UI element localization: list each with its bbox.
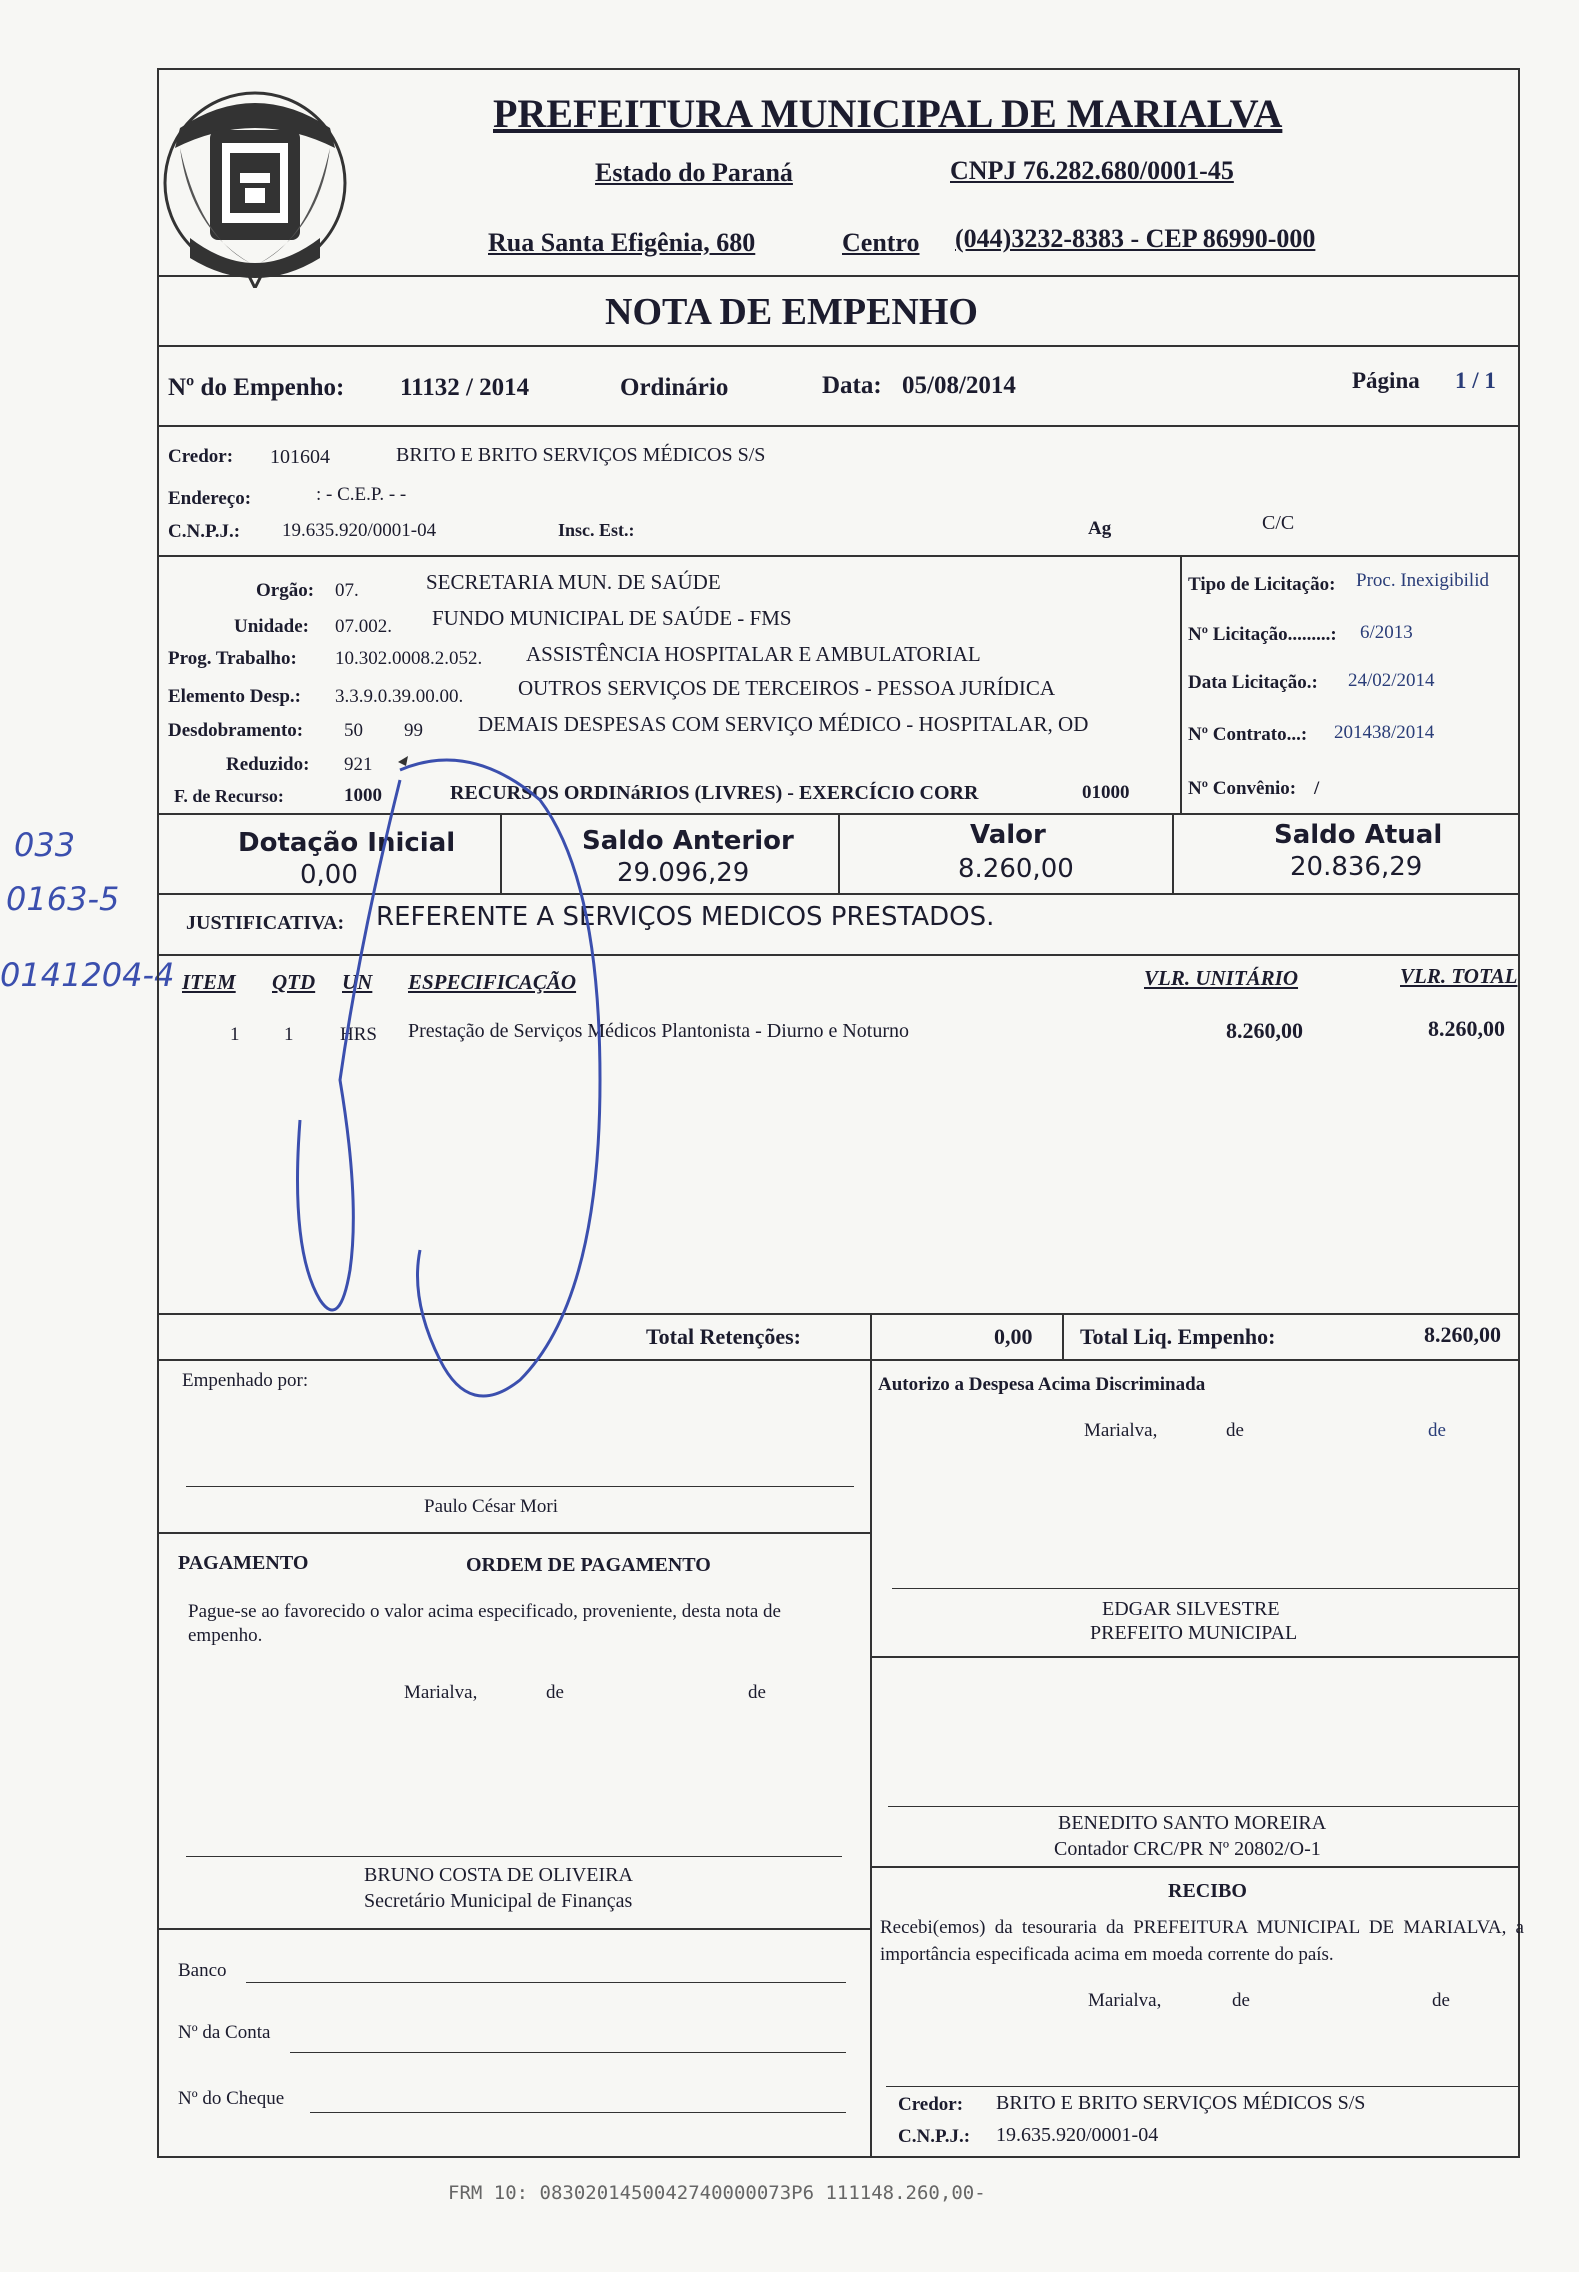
contador-name: BENEDITO SANTO MOREIRA (1058, 1812, 1327, 1834)
reduzido-value: 921 (344, 754, 373, 775)
prefeitura-phone-cep: (044)3232-8383 - CEP 86990-000 (955, 224, 1316, 253)
prefeitura-address: Rua Santa Efigênia, 680 (488, 228, 756, 257)
convenio-value: / (1314, 778, 1320, 799)
col-header-item: ITEM (182, 970, 236, 994)
city-crest-icon (160, 88, 350, 288)
col-header-vlr-total: VLR. TOTAL (1400, 964, 1518, 988)
col-header-vlr-unitario: VLR. UNITÁRIO (1144, 966, 1299, 990)
conta-label: Nº da Conta (178, 2022, 271, 2043)
margin-note-1: 033 (14, 826, 76, 864)
insc-est-label: Insc. Est.: (558, 520, 635, 540)
saldo-anterior-value: 29.096,29 (617, 858, 750, 888)
cheque-label: Nº do Cheque (178, 2088, 285, 2109)
credor-code: 101604 (270, 446, 330, 468)
credor-cnpj: 19.635.920/0001-04 (282, 520, 437, 541)
tipo-licitacao-label: Tipo de Licitação: (1188, 574, 1336, 595)
elemento-desp-desc: OUTROS SERVIÇOS DE TERCEIROS - PESSOA JURÍDICA (518, 676, 1056, 700)
recibo-credor-label: Credor: (898, 2094, 964, 2115)
saldo-anterior-label: Saldo Anterior (582, 826, 794, 856)
row-qtd: 1 (284, 1024, 294, 1045)
total-retencoes-label: Total Retenções: (646, 1324, 801, 1349)
row-vlr-total: 8.260,00 (1428, 1016, 1505, 1041)
empenho-type: Ordinário (620, 374, 729, 401)
credor-cnpj-label: C.N.P.J.: (168, 521, 241, 542)
orgao-label: Orgão: (256, 580, 315, 601)
empenhado-por-label: Empenhado por: (182, 1370, 309, 1391)
document-title: NOTA DE EMPENHO (605, 291, 978, 333)
credor-label: Credor: (168, 446, 234, 467)
ordem-pagamento-title: ORDEM DE PAGAMENTO (466, 1554, 711, 1576)
autorizo-city: Marialva, (1084, 1420, 1158, 1441)
desdobramento-code-1: 50 (344, 720, 363, 741)
desdobramento-desc: DEMAIS DESPESAS COM SERVIÇO MÉDICO - HOSPITALAR, OD (478, 712, 1089, 736)
valor-value: 8.260,00 (958, 854, 1074, 884)
total-liq-value: 8.260,00 (1424, 1322, 1501, 1347)
total-retencoes-value: 0,00 (994, 1324, 1033, 1349)
prefeito-name: EDGAR SILVESTRE (1102, 1598, 1280, 1620)
unidade-label: Unidade: (234, 616, 309, 637)
prog-trabalho-code: 10.302.0008.2.052. (335, 648, 483, 669)
dotacao-inicial-label: Dotação Inicial (238, 828, 456, 858)
dotacao-inicial-value: 0,00 (300, 860, 358, 890)
prefeitura-title: PREFEITURA MUNICIPAL DE MARIALVA (493, 91, 1283, 136)
numero-licitacao-label: Nº Licitação.........: (1188, 624, 1337, 645)
footer-code: FRM 10: 0830201450042740000073P6 111148.260,00- (448, 2182, 986, 2204)
pagamento-title: PAGAMENTO (178, 1552, 309, 1574)
recibo-text: Recebi(emos) da tesouraria da PREFEITURA MUNICIPAL DE MARIALVA, a importância especificada acima em moeda corrente do país. (880, 1917, 1524, 1965)
numero-licitacao-value: 6/2013 (1360, 622, 1413, 643)
desdobramento-code-2: 99 (404, 720, 423, 741)
page-label: Página (1352, 368, 1420, 393)
prefeitura-cnpj: CNPJ 76.282.680/0001-45 (950, 156, 1234, 185)
pagamento-text: Pague-se ao favorecido o valor acima especificado, proveniente, desta nota de empenho. (188, 1601, 781, 1646)
fonte-recurso-label: F. de Recurso: (174, 786, 284, 806)
endereco-value: : - C.E.P. - - (316, 484, 407, 505)
row-item: 1 (230, 1024, 240, 1045)
pagamento-de-2: de (748, 1682, 766, 1703)
contrato-value: 201438/2014 (1334, 722, 1435, 743)
saldo-atual-label: Saldo Atual (1274, 820, 1443, 850)
recibo-title: RECIBO (1168, 1880, 1247, 1902)
pagamento-de-1: de (546, 1682, 564, 1703)
recibo-de-1: de (1232, 1990, 1250, 2011)
banco-label: Banco (178, 1960, 227, 1981)
empenho-date: 05/08/2014 (902, 372, 1016, 399)
empenho-number-label: Nº do Empenho: (168, 374, 345, 401)
fonte-recurso-code: 1000 (344, 785, 382, 806)
recibo-credor-name: BRITO E BRITO SERVIÇOS MÉDICOS S/S (996, 2092, 1366, 2114)
row-especificacao: Prestação de Serviços Médicos Plantonista - Diurno e Noturno (408, 1020, 910, 1042)
saldo-atual-value: 20.836,29 (1290, 852, 1423, 882)
state-name: Estado do Paraná (595, 158, 793, 187)
credor-name: BRITO E BRITO SERVIÇOS MÉDICOS S/S (396, 444, 766, 466)
justificativa-label: JUSTIFICATIVA: (186, 912, 345, 934)
row-un: HRS (340, 1024, 377, 1045)
endereco-label: Endereço: (168, 488, 252, 509)
recibo-cnpj: 19.635.920/0001-04 (996, 2124, 1159, 2146)
justificativa-text: REFERENTE A SERVIÇOS MEDICOS PRESTADOS. (376, 902, 995, 932)
pagamento-city: Marialva, (404, 1682, 478, 1703)
margin-note-2: 0163-5 (6, 880, 120, 918)
fonte-recurso-number: 01000 (1082, 782, 1130, 803)
elemento-desp-code: 3.3.9.0.39.00.00. (335, 686, 464, 707)
recibo-de-2: de (1432, 1990, 1450, 2011)
conta-corrente-label: C/C (1262, 512, 1295, 534)
fonte-recurso-desc: RECURSOS ORDINáRIOS (LIVRES) - EXERCÍCIO CORR (450, 782, 979, 804)
desdobramento-label: Desdobramento: (168, 720, 304, 741)
tipo-licitacao-value: Proc. Inexigibilid (1356, 570, 1489, 591)
secretario-role: Secretário Municipal de Finanças (364, 1890, 633, 1912)
prefeito-role: PREFEITO MUNICIPAL (1090, 1622, 1298, 1644)
total-liq-label: Total Liq. Empenho: (1080, 1324, 1276, 1349)
recibo-city: Marialva, (1088, 1990, 1162, 2011)
empenho-number: 11132 / 2014 (400, 374, 530, 401)
autorizo-de-2: de (1428, 1420, 1446, 1441)
orgao-code: 07. (335, 580, 359, 601)
prefeitura-district: Centro (842, 228, 920, 257)
empenho-date-label: Data: (822, 372, 882, 399)
secretario-name: BRUNO COSTA DE OLIVEIRA (364, 1864, 633, 1886)
data-licitacao-label: Data Licitação.: (1188, 672, 1318, 693)
orgao-desc: SECRETARIA MUN. DE SAÚDE (426, 570, 721, 594)
convenio-label: Nº Convênio: (1188, 778, 1297, 799)
prog-trabalho-label: Prog. Trabalho: (168, 648, 297, 669)
row-vlr-unitario: 8.260,00 (1226, 1018, 1303, 1043)
unidade-desc: FUNDO MUNICIPAL DE SAÚDE - FMS (432, 606, 792, 630)
contador-role: Contador CRC/PR Nº 20802/O-1 (1054, 1838, 1321, 1860)
contrato-label: Nº Contrato...: (1188, 724, 1308, 745)
autorizo-de-1: de (1226, 1420, 1244, 1441)
recibo-cnpj-label: C.N.P.J.: (898, 2126, 971, 2147)
col-header-un: UN (342, 970, 373, 994)
empenhado-por-name: Paulo César Mori (424, 1496, 559, 1517)
col-header-qtd: QTD (272, 970, 316, 994)
valor-label: Valor (970, 820, 1046, 850)
col-header-especificacao: ESPECIFICAÇÃO (408, 970, 577, 994)
reduzido-label: Reduzido: (226, 754, 310, 775)
agencia-label: Ag (1088, 518, 1112, 539)
margin-note-3: 0141204-4 (0, 956, 175, 994)
data-licitacao-value: 24/02/2014 (1348, 670, 1435, 691)
elemento-desp-label: Elemento Desp.: (168, 686, 301, 707)
autorizo-text: Autorizo a Despesa Acima Discriminada (878, 1374, 1206, 1395)
page-number: 1 / 1 (1455, 368, 1496, 393)
unidade-code: 07.002. (335, 616, 392, 637)
prog-trabalho-desc: ASSISTÊNCIA HOSPITALAR E AMBULATORIAL (526, 642, 981, 666)
